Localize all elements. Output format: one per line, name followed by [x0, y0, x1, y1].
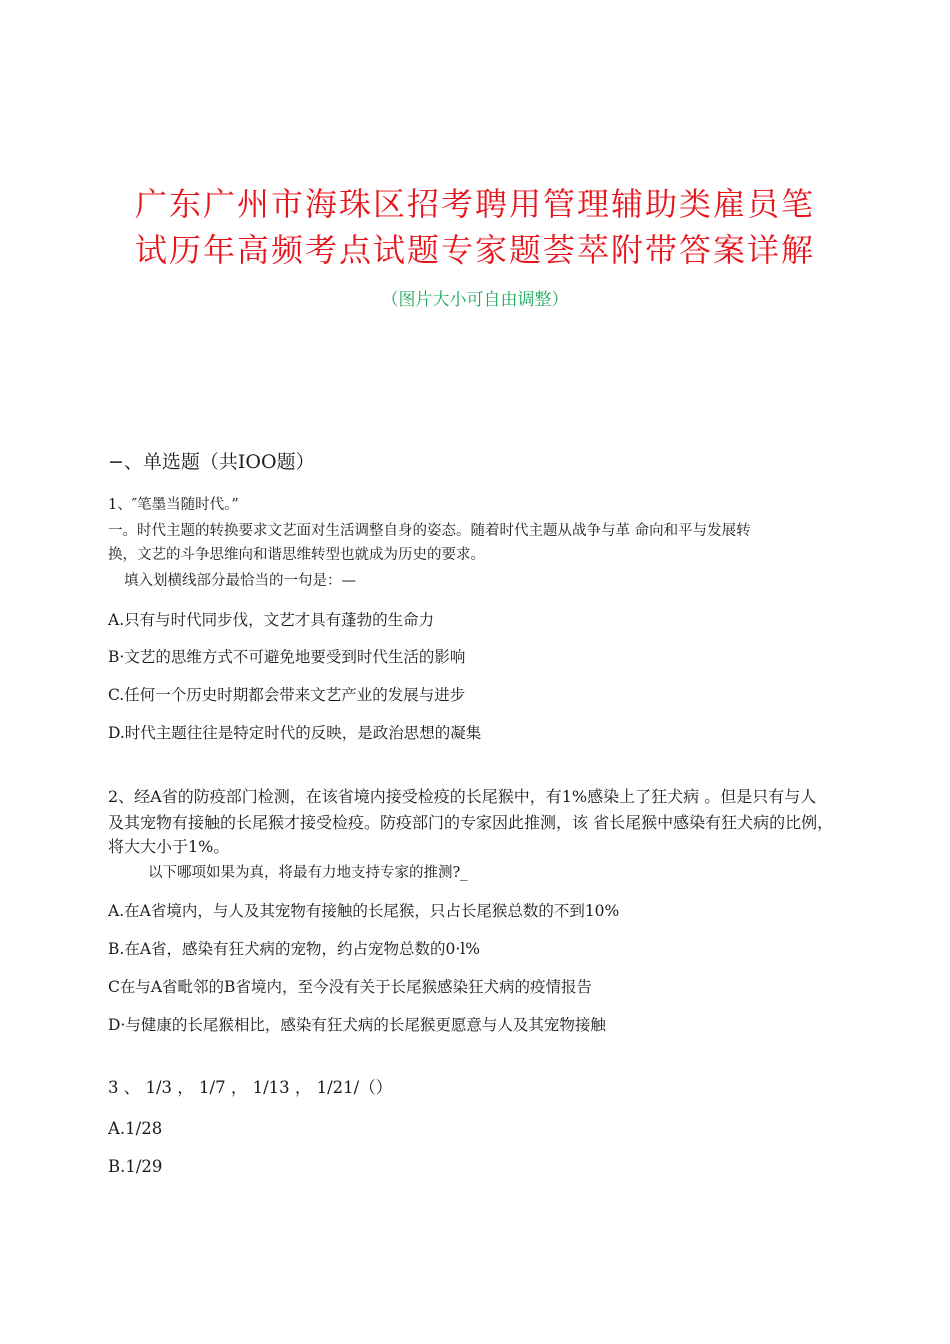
- question-1-option-d[interactable]: D.时代主题往往是特定时代的反映，是政治思想的凝集: [108, 724, 482, 742]
- question-2-option-a[interactable]: A.在A省境内，与人及其宠物有接触的长尾猴，只占长尾猴总数的不到10%: [108, 902, 620, 920]
- question-1-stem: 1、″笔墨当随时代。”: [108, 497, 239, 513]
- question-1-text-line: 换，文艺的斗争思维向和谐思维转型也就成为历史的要求。: [108, 547, 485, 563]
- question-1-option-a[interactable]: A.只有与时代同步伐，文艺才具有蓬勃的生命力: [108, 611, 435, 629]
- question-1-option-c[interactable]: C.任何一个历史时期都会带来文艺产业的发展与进步: [108, 686, 466, 704]
- question-2-prompt: 以下哪项如果为真，将最有力地支持专家的推测?_: [148, 865, 468, 881]
- question-2-option-c[interactable]: C在与A省毗邻的B省境内，至今没有关于长尾猴感染狂犬病的疫情报告: [108, 978, 592, 996]
- question-1-option-b[interactable]: B·文艺的思维方式不可避免地要受到时代生活的影响: [108, 648, 466, 666]
- question-1-text-line: 一。时代主题的转换要求文艺面对生活调整自身的姿态。随着时代主题从战争与革 命向和平与发展转: [108, 523, 751, 539]
- question-3-stem: 3 、 1/3 ， 1/7 ， 1/13 ， 1/21/（）: [108, 1078, 393, 1097]
- document-subtitle: （图片大小可自由调整）: [381, 290, 569, 310]
- question-3-option-b[interactable]: B.1/29: [108, 1157, 163, 1176]
- question-2-option-d[interactable]: D·与健康的长尾猴相比，感染有狂犬病的长尾猴更愿意与人及其宠物接触: [108, 1016, 606, 1034]
- question-3-option-a[interactable]: A.1/28: [108, 1119, 163, 1138]
- question-2-option-b[interactable]: B.在A省，感染有狂犬病的宠物，约占宠物总数的0·l%: [108, 940, 480, 958]
- question-1-prompt: 填入划横线部分最恰当的一句是：—: [124, 573, 356, 589]
- question-2-text-line: 及其宠物有接触的长尾猴才接受检疫。防疫部门的专家因此推测，该 省长尾猴中感染有狂犬病的比例，: [108, 813, 834, 832]
- question-2-text-line: 将大大小于1%。: [108, 837, 230, 856]
- document-title-line-1: 广东广州市海珠区招考聘用管理辅助类雇员笔: [134, 185, 815, 223]
- question-2-stem: 2、经A省的防疫部门检测，在该省境内接受检疫的长尾猴中，有1%感染上了狂犬病 。但是只有与人: [108, 787, 817, 806]
- document-title-line-2: 试历年高频考点试题专家题荟萃附带答案详解: [134, 231, 815, 269]
- section-heading: −、单选题（共IOO题）: [108, 451, 315, 473]
